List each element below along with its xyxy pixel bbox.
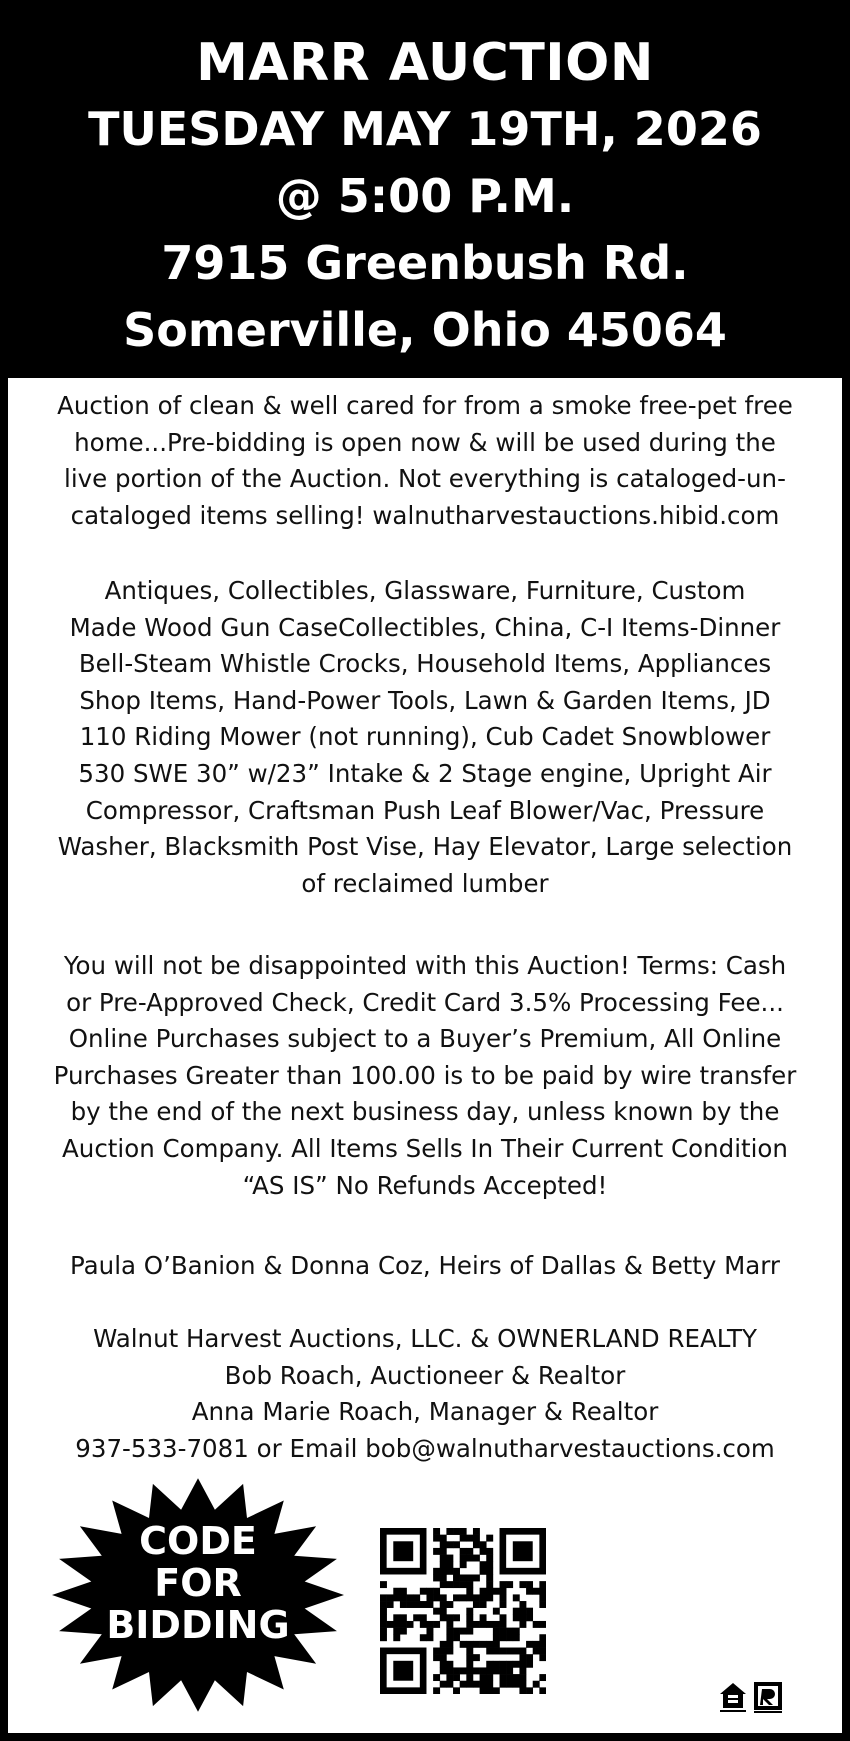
text-line: Auction Company. All Items Sells In Their Current Condition	[62, 1133, 788, 1163]
auctioneer-name: Bob Roach, Auctioneer & Realtor	[224, 1360, 626, 1390]
text-line: Bell-Steam Whistle Crocks, Household Items, Appliances	[78, 649, 772, 679]
text-line: 530 SWE 30” w/23” Intake & 2 Stage engine, Upright Air	[78, 758, 772, 788]
text-line: 110 Riding Mower (not running), Cub Cadet Snowblower	[79, 722, 771, 752]
text-line: Washer, Blacksmith Post Vise, Hay Elevator, Large selection	[57, 832, 793, 862]
text-line: Paula O’Banion & Donna Coz, Heirs of Dallas & Betty Marr	[69, 1251, 781, 1280]
content-panel	[8, 378, 842, 1733]
auction-title: MARR AUCTION	[196, 33, 654, 93]
text-line: Shop Items, Hand-Power Tools, Lawn & Garden Items, JD	[79, 685, 771, 715]
text-line: “AS IS” No Refunds Accepted!	[242, 1170, 608, 1200]
intro-paragraph	[26, 388, 824, 534]
company-name: Walnut Harvest Auctions, LLC. & OWNERLAND REALTY	[93, 1324, 757, 1353]
text-line: by the end of the next business day, unless known by the	[70, 1097, 780, 1127]
auction-date: TUESDAY MAY 19TH, 2026	[88, 102, 762, 156]
equal-housing-icon	[720, 1683, 746, 1712]
contact-phone-email: 937-533-7081 or Email bob@walnutharvestauctions.com	[75, 1433, 775, 1463]
text-line: Compressor, Craftsman Push Leaf Blower/Vac, Pressure	[85, 795, 765, 825]
items-paragraph	[26, 573, 824, 902]
badge-line-code: CODE	[139, 1519, 257, 1563]
text-line: home...Pre-bidding is open now & will be used during the	[74, 427, 776, 457]
bidding-badge	[52, 1478, 344, 1712]
text-line: Online Purchases subject to a Buyer’s Premium, All Online	[68, 1024, 782, 1054]
text-line: You will not be disappointed with this Auction! Terms: Cash	[63, 951, 787, 980]
text-line: cataloged items selling! walnutharvestauctions.hibid.com	[70, 500, 780, 530]
auction-street: 7915 Greenbush Rd.	[161, 236, 689, 290]
header-banner	[0, 0, 850, 378]
terms-paragraph	[26, 948, 824, 1204]
footer-logos	[718, 1678, 788, 1716]
contact-block	[26, 1321, 824, 1467]
text-line: Made Wood Gun CaseCollectibles, China, C-I Items-Dinner	[69, 612, 781, 642]
auction-city: Somerville, Ohio 45064	[123, 303, 727, 357]
text-line: Antiques, Collectibles, Glassware, Furniture, Custom	[104, 576, 746, 605]
text-line: live portion of the Auction. Not everything is cataloged-un-	[64, 464, 786, 494]
auction-time: @ 5:00 P.M.	[275, 169, 575, 223]
badge-line-bidding: BIDDING	[106, 1603, 290, 1647]
realtor-icon	[754, 1682, 782, 1713]
qr-code-icon[interactable]	[380, 1528, 546, 1694]
manager-name: Anna Marie Roach, Manager & Realtor	[191, 1397, 659, 1427]
badge-line-for: FOR	[154, 1561, 242, 1605]
text-line: Auction of clean & well cared for from a smoke free-pet free	[57, 391, 793, 420]
text-line: Purchases Greater than 100.00 is to be paid by wire transfer	[53, 1060, 797, 1090]
heirs-line	[26, 1248, 824, 1285]
text-line: or Pre-Approved Check, Credit Card 3.5% Processing Fee...	[66, 987, 784, 1017]
text-line: of reclaimed lumber	[301, 868, 549, 898]
